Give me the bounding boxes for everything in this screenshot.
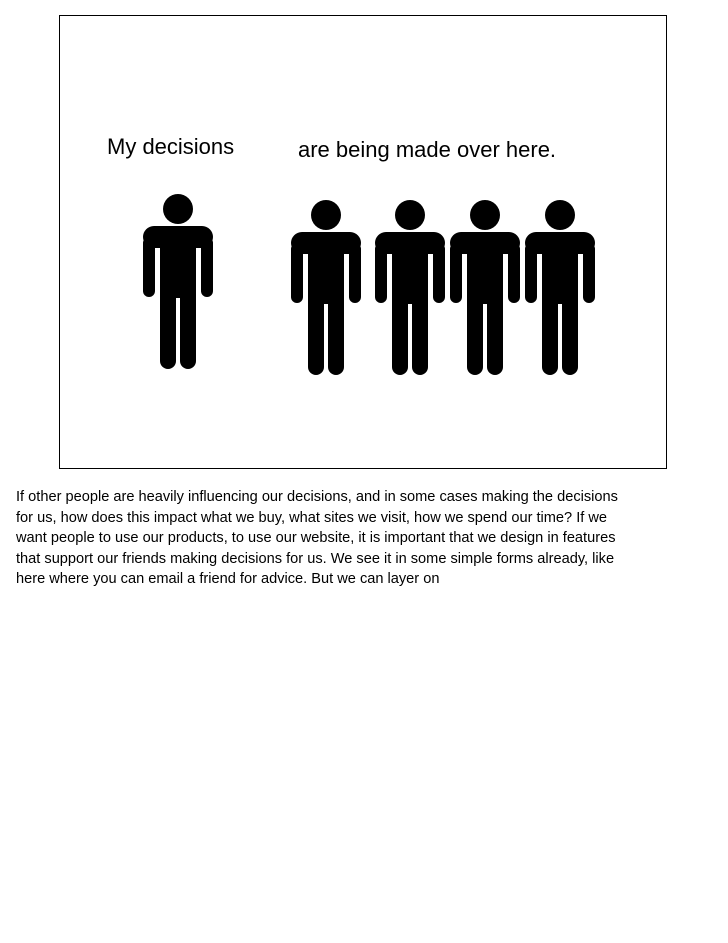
notes-line: here where you can email a friend for advice. But we can layer on: [16, 571, 440, 587]
speaker-notes: [16, 487, 716, 590]
person-icon: [450, 199, 520, 375]
slide-frame: [59, 15, 667, 469]
caption-made-over-here: are being made over here.: [298, 137, 557, 162]
notes-line: for us, how does this impact what we buy, what sites we visit, how we spend our time? If we: [16, 509, 608, 526]
caption-my-decisions: My decisions: [107, 134, 235, 159]
person-icon: [375, 199, 445, 375]
notes-line: that support our friends making decisions for us. We see it in some simple forms already, like: [16, 550, 615, 567]
notes-line: want people to use our products, to use our website, it is important that we design in features: [16, 530, 616, 546]
person-icon: [291, 199, 361, 375]
person-icon: [143, 193, 213, 369]
notes-line: If other people are heavily influencing our decisions, and in some cases making the decisions: [16, 489, 618, 505]
person-icon: [525, 199, 595, 375]
